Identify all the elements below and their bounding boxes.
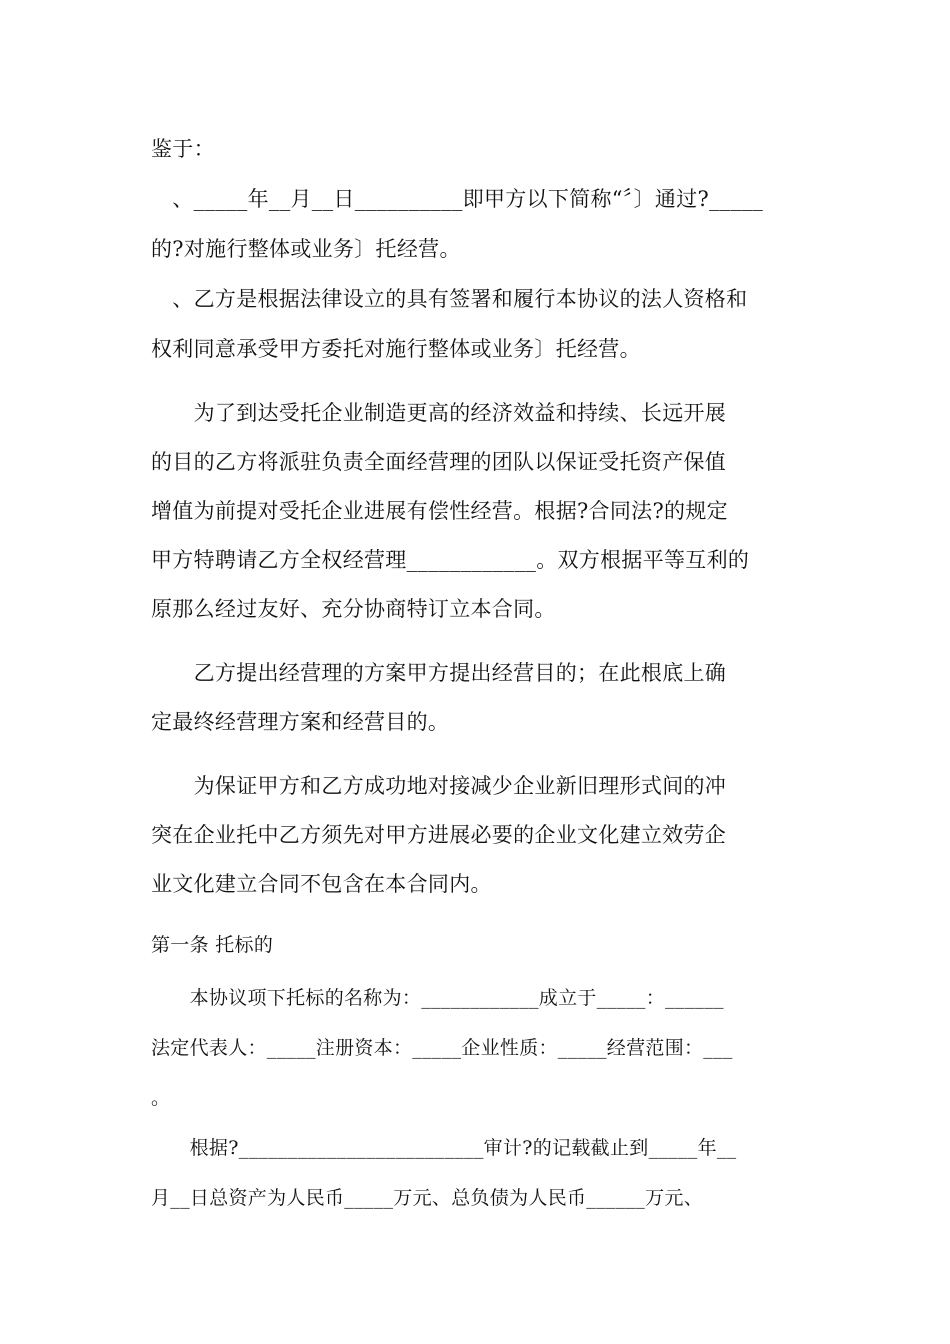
- purpose-line-5: 原那么经过友好、充分协商特订立本合同。: [151, 597, 556, 621]
- article-1-heading: 第一条 托标的: [151, 934, 274, 956]
- culture-line-3: 业文化建立合同不包含在本合同内。: [151, 872, 492, 896]
- plan-line-1: 乙方提出经营理的方案甲方提出经营目的；在此根底上确: [151, 661, 727, 685]
- subject-line-3: 。: [151, 1087, 171, 1109]
- preamble-heading: 鉴于：: [151, 137, 215, 161]
- recital-1-line-2: 的?对施行整体或业务〕托经营。: [151, 237, 461, 261]
- culture-line-1: 为保证甲方和乙方成功地对接减少企业新旧理形式间的冲: [151, 774, 727, 798]
- purpose-line-3: 增值为前提对受托企业进展有偿性经营。根据?合同法?的规定: [151, 499, 728, 523]
- culture-line-2: 突在企业托中乙方须先对甲方进展必要的企业文化建立效劳企: [151, 823, 727, 847]
- recital-2-line-2: 权利同意承受甲方委托对施行整体或业务〕托经营。: [151, 337, 641, 361]
- subject-line-2: 法定代表人：_____注册资本：_____企业性质：_____经营范围：___: [151, 1037, 733, 1059]
- purpose-line-1: 为了到达受托企业制造更高的经济效益和持续、长远开展: [151, 401, 727, 425]
- audit-line-2: 月__日总资产为人民币_____万元、总负债为人民币______万元、: [151, 1187, 704, 1209]
- purpose-line-2: 的目的乙方将派驻负责全面经营理的团队以保证受托资产保值: [151, 450, 727, 474]
- subject-line-1: 本协议项下托标的名称为：____________成立于_____：______: [151, 987, 724, 1009]
- plan-line-2: 定最终经营理方案和经营目的。: [151, 710, 450, 734]
- purpose-line-4: 甲方特聘请乙方全权经营理____________。双方根据平等互利的: [151, 548, 750, 572]
- recital-1-line-1: 、_____年__月__日__________即甲方以下简称“〞〕通过?_____: [151, 187, 764, 211]
- recital-2-line-1: 、乙方是根据法律设立的具有签署和履行本协议的法人资格和: [151, 287, 748, 311]
- audit-line-1: 根据?_________________________审计?的记载截止到_____年__: [151, 1137, 737, 1159]
